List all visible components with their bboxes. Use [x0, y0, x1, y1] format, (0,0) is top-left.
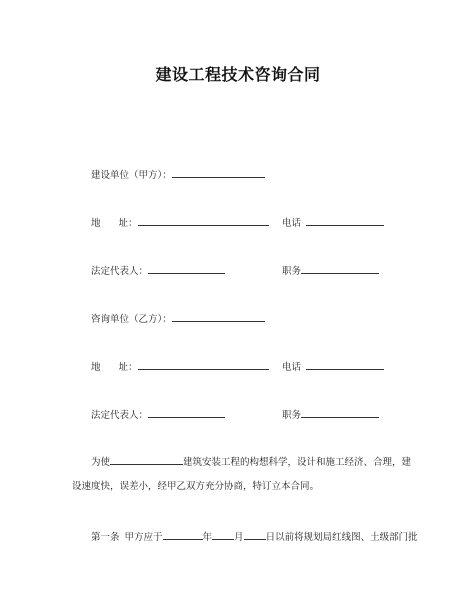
article-1-day-field[interactable] — [244, 528, 266, 540]
party-b-rep-field[interactable] — [148, 406, 225, 418]
party-a-rep-row — [91, 262, 225, 279]
party-a-address-label-2: 址： — [118, 218, 138, 229]
party-b-unit-label: 咨询单位（乙方）： — [91, 314, 172, 325]
party-a-rep-label: 法定代表人： — [91, 266, 149, 277]
party-b-position-label: 职务 — [282, 410, 302, 421]
article-1-label: 第一条 — [91, 532, 120, 543]
party-a-unit-row — [91, 166, 265, 183]
party-a-phone-label: 电话 — [282, 218, 302, 229]
document-title: 建设工程技术咨询合同 — [155, 65, 321, 84]
party-b-unit-row — [91, 310, 265, 327]
article-1-month-label: 月 — [234, 532, 244, 543]
purpose-suffix: 建筑安装工程的构想科学，设计和施工经济、合理，建 — [183, 457, 412, 468]
party-a-address-row — [91, 214, 269, 231]
article-1-text-start: 甲方应于 — [124, 532, 163, 543]
article-1-year-field[interactable] — [163, 528, 203, 540]
party-a-address-label-1: 地 — [91, 218, 101, 229]
party-a-address-field[interactable] — [138, 214, 269, 226]
party-b-rep-row — [91, 406, 225, 423]
party-b-address-field[interactable] — [138, 358, 269, 370]
party-a-phone-field[interactable] — [306, 214, 384, 226]
party-b-position-field[interactable] — [301, 406, 379, 418]
party-a-rep-field[interactable] — [148, 262, 225, 274]
party-b-unit-field[interactable] — [172, 310, 265, 322]
party-b-address-label-2: 址： — [118, 362, 138, 373]
party-b-rep-label: 法定代表人： — [91, 410, 149, 421]
party-b-address-label-1: 地 — [91, 362, 101, 373]
purpose-line-2: 设速度快，误差小，经甲乙双方充分协商，特订立本合同。 — [72, 481, 320, 492]
party-a-unit-field[interactable] — [172, 166, 265, 178]
article-1-row — [91, 528, 418, 545]
article-1-year-label: 年 — [202, 532, 213, 543]
party-a-unit-label: 建设单位（甲方）： — [91, 170, 172, 181]
purpose-line-1 — [72, 451, 412, 475]
party-a-phone-row — [282, 214, 384, 231]
article-1-month-field[interactable] — [212, 528, 234, 540]
article-1-text-end: 日以前将规划局红线图、土级部门批 — [265, 532, 418, 543]
party-b-position-row — [282, 406, 379, 423]
party-b-address-row — [91, 358, 269, 375]
party-a-position-label: 职务 — [282, 266, 302, 277]
party-a-position-field[interactable] — [301, 262, 379, 274]
party-a-position-row — [282, 262, 379, 279]
party-b-phone-field[interactable] — [306, 358, 384, 370]
project-name-field[interactable] — [110, 453, 183, 465]
purpose-prefix: 为使 — [91, 457, 111, 468]
party-b-phone-row — [282, 358, 384, 375]
purpose-paragraph — [72, 451, 412, 499]
party-b-phone-label: 电话 — [282, 362, 302, 373]
